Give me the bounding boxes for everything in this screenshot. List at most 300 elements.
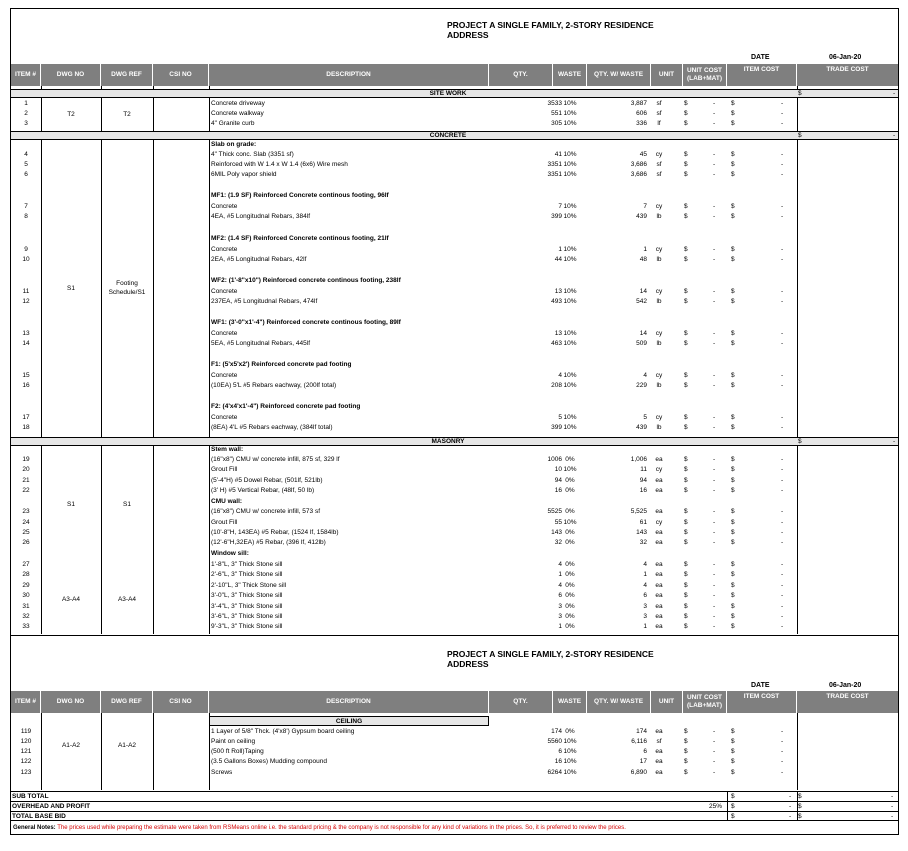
table-row <box>11 297 898 307</box>
item-cell: 31 <box>22 603 30 610</box>
unit-cell: sf <box>656 738 662 745</box>
unit-cell: cy <box>655 203 663 210</box>
description-cell: (16"x8") CMU w/ concrete infill, 573 sf <box>211 508 321 515</box>
waste-cell: 0% <box>565 456 575 463</box>
unit-cell: ea <box>655 769 663 776</box>
qty-waste-cell: 1,006 <box>630 456 647 463</box>
qty-waste-cell: 336 <box>636 120 647 127</box>
item-cost-value: - <box>781 477 784 484</box>
table-row <box>11 212 898 222</box>
unit-cell: ea <box>655 758 663 765</box>
item-cell: 19 <box>22 456 30 463</box>
item-cost-currency: $ <box>731 414 735 421</box>
item-cost-value: - <box>781 340 784 347</box>
item-cost-currency: $ <box>731 519 735 526</box>
waste-cell: 10% <box>563 466 577 473</box>
item-cost-value: - <box>781 203 784 210</box>
overhead-row: OVERHEAD AND PROFIT 25% $ - $ - <box>11 801 898 811</box>
qty-waste-cell: 606 <box>636 110 647 117</box>
item-cost-value: - <box>781 246 784 253</box>
unit-cost-currency: $ <box>684 256 688 263</box>
description-cell: MF1: (1.9 SF) Reinforced Concrete continous footing, 96lf <box>211 192 389 199</box>
waste-cell: 0% <box>565 561 575 568</box>
description-cell: Concrete <box>211 246 238 253</box>
qty-waste-cell: 32 <box>639 539 647 546</box>
unit-cost-value: - <box>713 758 716 765</box>
col-item-cost: ITEM COST <box>727 64 797 86</box>
qty-cell: 1006 <box>547 456 562 463</box>
unit-cost-value: - <box>713 728 716 735</box>
item-cost-currency: $ <box>731 571 735 578</box>
waste-cell: 10% <box>563 372 577 379</box>
item-cell: 22 <box>22 487 30 494</box>
unit-cost-value: - <box>713 623 716 630</box>
table-row <box>11 465 898 475</box>
item-cost-currency: $ <box>731 256 735 263</box>
item-cost-value: - <box>781 623 784 630</box>
col-waste: WASTE <box>553 691 587 713</box>
col-unit-cost: UNIT COST (LAB+MAT) <box>683 691 727 713</box>
item-cost-currency: $ <box>731 424 735 431</box>
qty-waste-cell: 6,890 <box>630 769 647 776</box>
table-row <box>11 560 898 570</box>
waste-cell: 10% <box>563 256 577 263</box>
unit-cell: ea <box>655 623 663 630</box>
qty-cell: 5560 <box>547 738 562 745</box>
item-cell: 11 <box>22 288 30 295</box>
item-cell: 1 <box>24 100 28 107</box>
table-row <box>11 160 898 170</box>
qty-cell: 1 <box>558 246 562 253</box>
section-masonry: MASONRY $ - <box>11 437 898 446</box>
unit-cell: cy <box>655 372 663 379</box>
waste-cell: 10% <box>563 288 577 295</box>
unit-cost-value: - <box>713 340 716 347</box>
group-heading-row <box>11 497 898 507</box>
unit-cell: cy <box>655 519 663 526</box>
qty-cell: 16 <box>554 758 562 765</box>
item-cost-currency: $ <box>731 161 735 168</box>
unit-cell: cy <box>655 151 663 158</box>
unit-cell: cy <box>655 288 663 295</box>
description-cell: Grout Fill <box>211 466 238 473</box>
item-cost-value: - <box>781 456 784 463</box>
col-dwg-ref: DWG REF <box>101 64 153 86</box>
unit-cell: lf <box>657 120 661 127</box>
table-row <box>11 622 898 632</box>
waste-cell: 10% <box>563 748 577 755</box>
waste-cell: 10% <box>563 171 577 178</box>
table-row <box>11 476 898 486</box>
unit-cost-value: - <box>713 414 716 421</box>
description-cell: F1: (5'x5'x2') Reinforced concrete pad footing <box>211 361 352 368</box>
qty-cell: 551 <box>551 110 562 117</box>
item-cost-value: - <box>781 613 784 620</box>
item-cost-currency: $ <box>731 592 735 599</box>
table-row <box>11 757 898 767</box>
description-cell: Screws <box>211 769 233 776</box>
item-cost-currency: $ <box>731 372 735 379</box>
unit-cost-currency: $ <box>684 213 688 220</box>
qty-waste-cell: 4 <box>643 561 647 568</box>
qty-cell: 13 <box>554 288 562 295</box>
item-cost-currency: $ <box>731 330 735 337</box>
unit-cost-value: - <box>713 539 716 546</box>
qty-waste-cell: 6 <box>643 748 647 755</box>
dwg-no-cell: A3-A4 <box>61 596 81 603</box>
item-cost-value: - <box>781 582 784 589</box>
grid-line <box>727 791 728 821</box>
description-cell: Concrete <box>211 203 238 210</box>
description-cell: F2: (4'x4'x1'-4") Reinforced concrete pad footing <box>211 403 361 410</box>
col-description: DESCRIPTION <box>209 691 489 713</box>
item-cell: 3 <box>24 120 28 127</box>
description-cell: Concrete <box>211 330 238 337</box>
project-address: ADDRESS <box>447 659 489 669</box>
item-cost-value: - <box>781 466 784 473</box>
item-cost-currency: $ <box>731 213 735 220</box>
item-cost-value: - <box>781 529 784 536</box>
unit-cell: sf <box>656 110 662 117</box>
qty-waste-cell: 1 <box>643 623 647 630</box>
qty-cell: 4 <box>558 561 562 568</box>
item-cost-currency: $ <box>731 298 735 305</box>
unit-cell: ea <box>655 508 663 515</box>
waste-cell: 0% <box>565 613 575 620</box>
unit-cell: ea <box>655 477 663 484</box>
qty-waste-cell: 17 <box>639 758 647 765</box>
unit-cost-value: - <box>713 330 716 337</box>
table-row <box>11 423 898 433</box>
date-label: DATE <box>751 682 770 689</box>
unit-cost-currency: $ <box>684 298 688 305</box>
unit-cost-value: - <box>713 477 716 484</box>
unit-cell: sf <box>656 100 662 107</box>
table-row <box>11 507 898 517</box>
item-cost-currency: $ <box>731 110 735 117</box>
unit-cost-currency: $ <box>684 539 688 546</box>
group-heading-row <box>11 402 898 412</box>
unit-cost-currency: $ <box>684 738 688 745</box>
qty-cell: 399 <box>551 213 562 220</box>
unit-cell: ea <box>655 529 663 536</box>
qty-cell: 4 <box>558 582 562 589</box>
qty-cell: 41 <box>554 151 562 158</box>
waste-cell: 0% <box>565 592 575 599</box>
table-row <box>11 119 898 129</box>
item-cost-currency: $ <box>731 456 735 463</box>
item-cell: 13 <box>22 330 30 337</box>
item-cost-value: - <box>781 519 784 526</box>
item-cost-currency: $ <box>731 288 735 295</box>
col-unit: UNIT <box>651 691 683 713</box>
col-qty-waste: QTY. W/ WASTE <box>587 64 651 86</box>
unit-cost-currency: $ <box>684 519 688 526</box>
table-row <box>11 329 898 339</box>
item-cost-value: - <box>781 748 784 755</box>
qty-waste-cell: 1 <box>643 246 647 253</box>
item-cell: 32 <box>22 613 30 620</box>
item-cell: 9 <box>24 246 28 253</box>
waste-cell: 10% <box>563 340 577 347</box>
item-cell: 16 <box>22 382 30 389</box>
item-cost-currency: $ <box>731 466 735 473</box>
item-cost-value: - <box>781 330 784 337</box>
grid-line <box>153 713 154 790</box>
table-row <box>11 170 898 180</box>
waste-cell: 0% <box>565 582 575 589</box>
item-cost-currency: $ <box>731 561 735 568</box>
unit-cost-currency: $ <box>684 582 688 589</box>
unit-cost-value: - <box>713 246 716 253</box>
unit-cost-value: - <box>713 120 716 127</box>
item-cost-value: - <box>781 738 784 745</box>
unit-cell: ea <box>655 561 663 568</box>
unit-cost-value: - <box>713 382 716 389</box>
description-cell: Concrete driveway <box>211 100 265 107</box>
qty-waste-cell: 3,686 <box>630 161 647 168</box>
qty-cell: 399 <box>551 424 562 431</box>
item-cost-value: - <box>781 539 784 546</box>
qty-waste-cell: 6,116 <box>631 738 647 745</box>
item-cost-value: - <box>781 769 784 776</box>
item-cost-currency: $ <box>731 151 735 158</box>
item-cell: 23 <box>22 508 30 515</box>
unit-cost-currency: $ <box>684 100 688 107</box>
qty-waste-cell: 5 <box>643 414 647 421</box>
unit-cell: sf <box>656 171 662 178</box>
waste-cell: 10% <box>563 769 577 776</box>
col-qty-waste: QTY. W/ WASTE <box>587 691 651 713</box>
item-cell: 4 <box>24 151 28 158</box>
unit-cell: lb <box>656 340 662 347</box>
col-waste: WASTE <box>553 64 587 86</box>
unit-cell: lb <box>656 256 662 263</box>
unit-cost-currency: $ <box>684 487 688 494</box>
grid-line <box>41 713 42 790</box>
project-title: PROJECT A SINGLE FAMILY, 2-STORY RESIDENCE <box>447 649 654 659</box>
table-row <box>11 538 898 548</box>
qty-waste-cell: 3,887 <box>630 100 647 107</box>
item-cost-currency: $ <box>731 508 735 515</box>
unit-cost-value: - <box>713 466 716 473</box>
item-cost-value: - <box>781 382 784 389</box>
section-concrete: CONCRETE $ - <box>11 131 898 140</box>
waste-cell: 10% <box>563 246 577 253</box>
qty-waste-cell: 542 <box>636 298 647 305</box>
table-row <box>11 486 898 496</box>
item-cell: 24 <box>22 519 30 526</box>
unit-cost-currency: $ <box>684 603 688 610</box>
table-row <box>11 202 898 212</box>
unit-cost-value: - <box>713 582 716 589</box>
unit-cell: lb <box>656 213 662 220</box>
item-cell: 30 <box>22 592 30 599</box>
unit-cost-currency: $ <box>684 592 688 599</box>
item-cost-currency: $ <box>731 728 735 735</box>
unit-cost-currency: $ <box>684 769 688 776</box>
waste-cell: 10% <box>563 120 577 127</box>
qty-cell: 32 <box>554 539 562 546</box>
col-unit-cost: UNIT COST (LAB+MAT) <box>683 64 727 86</box>
item-cost-value: - <box>781 592 784 599</box>
qty-cell: 3533 <box>547 100 562 107</box>
waste-cell: 0% <box>565 728 575 735</box>
unit-cell: ea <box>655 613 663 620</box>
unit-cell: ea <box>655 603 663 610</box>
page-divider <box>11 635 898 636</box>
description-cell: 2'-6"L, 3" Thick Stone sill <box>211 571 283 578</box>
dwg-ref-cell: Footing Schedule/S1 <box>108 280 146 296</box>
unit-cost-currency: $ <box>684 288 688 295</box>
waste-cell: 10% <box>563 100 577 107</box>
item-cost-currency: $ <box>731 340 735 347</box>
group-heading-row <box>11 360 898 370</box>
item-cell: 15 <box>22 372 30 379</box>
item-cell: 120 <box>20 738 32 745</box>
qty-cell: 174 <box>551 728 562 735</box>
waste-cell: 0% <box>565 571 575 578</box>
waste-cell: 10% <box>563 151 577 158</box>
unit-cost-currency: $ <box>684 561 688 568</box>
unit-cost-value: - <box>713 603 716 610</box>
item-cell: 28 <box>22 571 30 578</box>
qty-cell: 6264 <box>547 769 562 776</box>
item-cost-currency: $ <box>731 539 735 546</box>
qty-waste-cell: 1 <box>643 571 647 578</box>
item-cell: 2 <box>24 110 28 117</box>
unit-cost-value: - <box>713 256 716 263</box>
unit-cell: sf <box>656 161 662 168</box>
item-cost-value: - <box>781 161 784 168</box>
dwg-no-cell: A1-A2 <box>61 742 81 749</box>
qty-waste-cell: 3 <box>643 613 647 620</box>
unit-cost-currency: $ <box>684 748 688 755</box>
waste-cell: 0% <box>565 539 575 546</box>
col-dwg-no: DWG NO <box>41 691 101 713</box>
unit-cost-currency: $ <box>684 171 688 178</box>
table-row <box>11 99 898 109</box>
item-cost-value: - <box>781 256 784 263</box>
item-cost-currency: $ <box>731 748 735 755</box>
qty-waste-cell: 61 <box>639 519 647 526</box>
description-cell: Concrete <box>211 414 238 421</box>
item-cell: 5 <box>24 161 28 168</box>
qty-waste-cell: 48 <box>639 256 647 263</box>
unit-cost-value: - <box>713 613 716 620</box>
qty-cell: 3351 <box>547 161 562 168</box>
waste-cell: 0% <box>565 508 575 515</box>
unit-cell: ea <box>655 539 663 546</box>
item-cost-value: - <box>781 100 784 107</box>
item-cost-value: - <box>781 213 784 220</box>
item-cost-value: - <box>781 571 784 578</box>
item-cost-currency: $ <box>731 758 735 765</box>
item-cost-value: - <box>781 424 784 431</box>
date-label: DATE <box>751 54 770 61</box>
description-cell: Window sill: <box>211 550 249 557</box>
item-cell: 10 <box>22 256 30 263</box>
qty-waste-cell: 439 <box>636 424 647 431</box>
item-cost-currency: $ <box>731 487 735 494</box>
item-cost-currency: $ <box>731 203 735 210</box>
table-row <box>11 245 898 255</box>
item-cost-currency: $ <box>731 120 735 127</box>
item-cost-currency: $ <box>731 100 735 107</box>
col-item: ITEM # <box>11 64 41 86</box>
table-header <box>11 64 898 86</box>
group-heading-row <box>11 318 898 328</box>
description-cell: (8EA) 4'L #5 Rebars eachway, (384lf total) <box>211 424 333 431</box>
dwg-no-cell: S1 <box>67 285 75 292</box>
qty-waste-cell: 174 <box>636 728 647 735</box>
dwg-ref-cell: A1-A2 <box>117 742 137 749</box>
unit-cost-value: - <box>713 769 716 776</box>
table-row <box>11 371 898 381</box>
qty-cell: 10 <box>554 466 562 473</box>
description-cell: (10EA) 5'L #5 Rebars eachway, (200lf total) <box>211 382 337 389</box>
qty-cell: 13 <box>554 330 562 337</box>
description-cell: 3'-0"L, 3" Thick Stone sill <box>211 592 283 599</box>
col-description: DESCRIPTION <box>209 64 489 86</box>
unit-cost-value: - <box>713 372 716 379</box>
item-cost-value: - <box>781 171 784 178</box>
item-cost-value: - <box>781 151 784 158</box>
unit-cost-value: - <box>713 110 716 117</box>
date-value: 06-Jan-20 <box>829 54 862 61</box>
unit-cost-value: - <box>713 288 716 295</box>
group-heading-row <box>11 191 898 201</box>
unit-cell: ea <box>655 487 663 494</box>
item-cost-value: - <box>781 603 784 610</box>
unit-cost-value: - <box>713 561 716 568</box>
unit-cost-currency: $ <box>684 151 688 158</box>
item-cell: 122 <box>20 758 32 765</box>
waste-cell: 0% <box>565 487 575 494</box>
description-cell: WF2: (1'-8"x10") Reinforced concrete continous footing, 238lf <box>211 277 401 284</box>
qty-cell: 1 <box>558 623 562 630</box>
description-cell: 1 Layer of 5/8" Thck. (4'x8') Gypsum board ceiling <box>211 728 355 735</box>
table-header <box>11 691 898 713</box>
unit-cost-value: - <box>713 161 716 168</box>
col-item-cost: ITEM COST <box>727 691 797 713</box>
item-cell: 27 <box>22 561 30 568</box>
item-cell: 7 <box>24 203 28 210</box>
qty-waste-cell: 143 <box>636 529 647 536</box>
qty-cell: 1 <box>558 571 562 578</box>
waste-cell: 10% <box>563 110 577 117</box>
unit-cost-currency: $ <box>684 613 688 620</box>
waste-cell: 10% <box>563 738 577 745</box>
qty-cell: 143 <box>551 529 562 536</box>
unit-cost-currency: $ <box>684 758 688 765</box>
waste-cell: 10% <box>563 382 577 389</box>
qty-cell: 7 <box>558 203 562 210</box>
group-heading-row <box>11 234 898 244</box>
col-unit: UNIT <box>651 64 683 86</box>
total-base-bid-row: TOTAL BASE BID $ - $ - <box>11 811 898 821</box>
qty-waste-cell: 16 <box>639 487 647 494</box>
qty-waste-cell: 5,525 <box>630 508 647 515</box>
item-cost-value: - <box>781 728 784 735</box>
item-cost-value: - <box>781 298 784 305</box>
table-row <box>11 339 898 349</box>
dwg-no-cell: S1 <box>67 501 75 508</box>
grid-line <box>797 713 798 790</box>
description-cell: (10'-8"H, 143EA) #5 Rebar, (1524 lf, 1584lb) <box>211 529 339 536</box>
waste-cell: 10% <box>563 519 577 526</box>
qty-cell: 16 <box>554 487 562 494</box>
